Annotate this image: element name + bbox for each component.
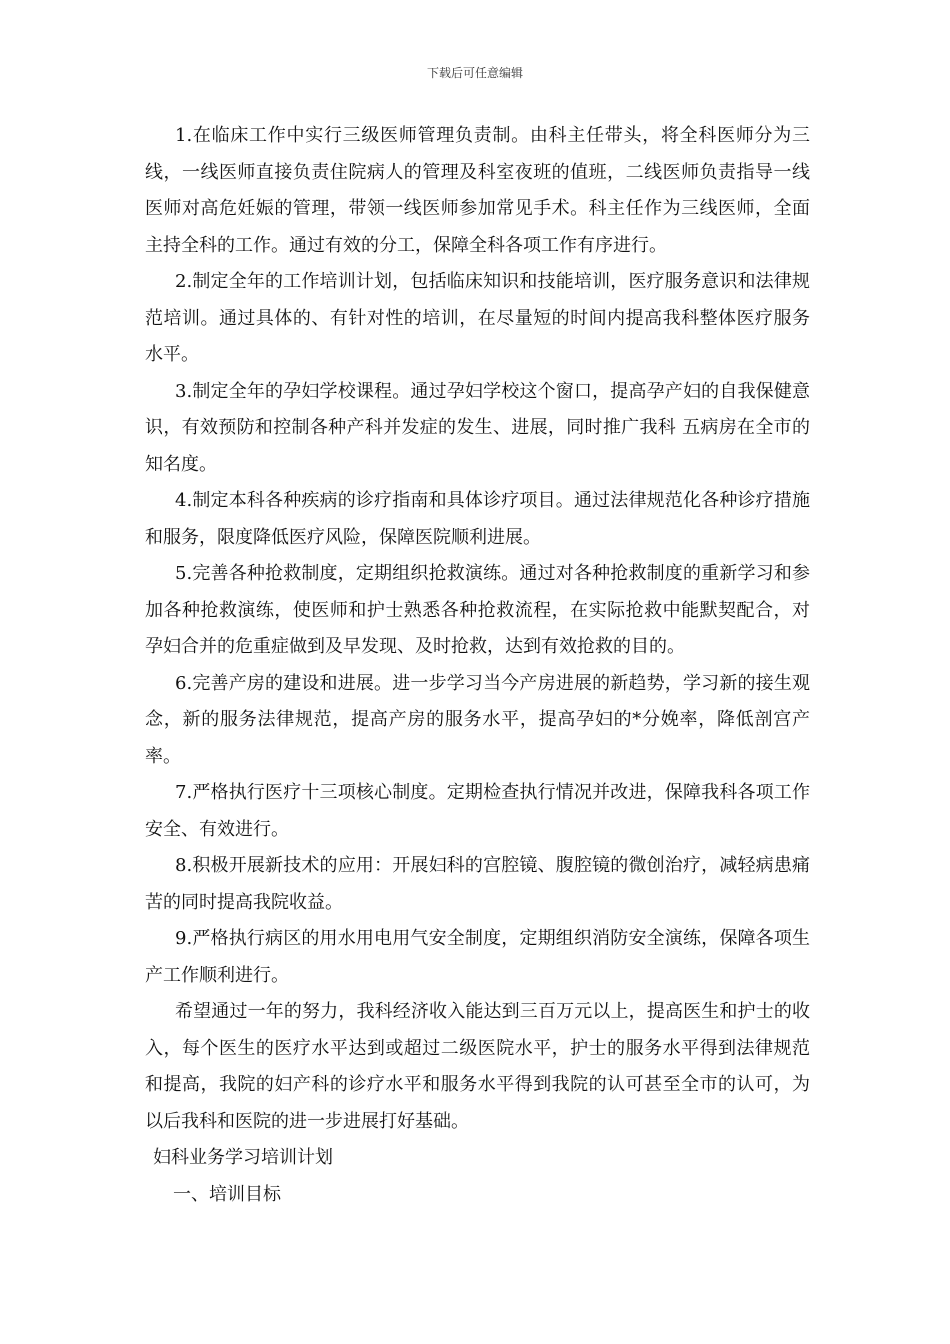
paragraph-item-4: 4.制定本科各种疾病的诊疗指南和具体诊疗项目。通过法律规范化各种诊疗措施和服务，限度降低医疗风险，保障医院顺利进展。: [145, 490, 810, 548]
paragraph-item-7: 7.严格执行医疗十三项核心制度。定期检查执行情况并改进，保障我科各项工作安全、有效进行。: [145, 782, 810, 840]
subsection-title: 一、培训目标: [173, 1183, 281, 1205]
document-body: [145, 118, 810, 1213]
paragraph-item-6: 6.完善产房的建设和进展。进一步学习当今产房进展的新趋势，学习新的接生观念，新的服务法律规范，提高产房的服务水平，提高孕妇的*分娩率，降低剖宫产率。: [145, 672, 810, 767]
paragraph-summary: 希望通过一年的努力，我科经济收入能达到三百万元以上，提高医生和护士的收入，每个医生的医疗水平达到或超过二级医院水平，护士的服务水平得到法律规范和提高，我院的妇产科的诊疗水平和服务水平得到我院的认可甚至全市的认可，为以后我科和医院的进一步进展打好基础。: [145, 1001, 810, 1132]
paragraph-item-8: 8.积极开展新技术的应用：开展妇科的宫腔镜、腹腔镜的微创治疗，减轻病患痛苦的同时提高我院收益。: [145, 855, 810, 913]
page-header-note: 下载后可任意编辑: [426, 66, 523, 80]
paragraph-item-5: 5.完善各种抢救制度，定期组织抢救演练。通过对各种抢救制度的重新学习和参加各种抢救演练，使医师和护士熟悉各种抢救流程，在实际抢救中能默契配合，对孕妇合并的危重症做到及早发现、及时抢救，达到有效抢救的目的。: [145, 563, 810, 657]
paragraph-item-3: 3.制定全年的孕妇学校课程。通过孕妇学校这个窗口，提高孕产妇的自我保健意识，有效预防和控制各种产科并发症的发生、进展，同时推广我科 五病房在全市的知名度。: [145, 380, 810, 475]
section-title: 妇科业务学习培训计划: [153, 1147, 333, 1168]
paragraph-item-1: 1.在临床工作中实行三级医师管理负责制。由科主任带头，将全科医师分为三线，一线医师直接负责住院病人的管理及科室夜班的值班，二线医师负责指导一线医师对高危妊娠的管理，带领一线医师参加常见手术。科主任作为三线医师，全面主持全科的工作。通过有效的分工，保障全科各项工作有序进行。: [145, 125, 810, 256]
paragraph-item-2: 2.制定全年的工作培训计划，包括临床知识和技能培训，医疗服务意识和法律规范培训。通过具体的、有针对性的培训，在尽量短的时间内提高我科整体医疗服务水平。: [145, 271, 810, 365]
paragraph-item-9: 9.严格执行病区的用水用电用气安全制度，定期组织消防安全演练，保障各项生产工作顺利进行。: [145, 928, 810, 986]
